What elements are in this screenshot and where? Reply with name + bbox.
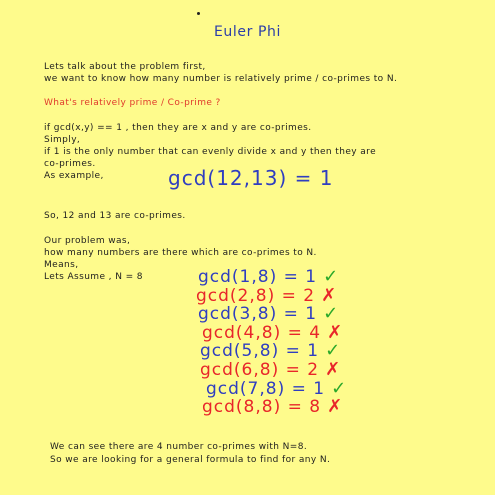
problem-line-1: Our problem was, — [44, 236, 131, 246]
example-gcd: gcd(12,13) = 1 — [168, 166, 334, 190]
problem-line-2: how many numbers are there which are co-primes to N. — [44, 248, 317, 258]
definition-line-2: Simply, — [44, 135, 81, 145]
gcd-expression: gcd(2,8) = 2 — [196, 285, 316, 306]
gcd-expression: gcd(8,8) = 8 — [202, 397, 322, 418]
gcd-row — [202, 396, 343, 417]
intro-line-2: we want to know how many number is relatively prime / co-primes to N. — [44, 74, 398, 84]
page-title: Euler Phi — [213, 24, 282, 40]
gcd-expression: gcd(4,8) = 4 — [202, 322, 322, 343]
definition-line-4: co-primes. — [44, 159, 96, 169]
summary-line-1: We can see there are 4 number co-primes with N=8. — [50, 442, 308, 452]
dot-mark — [197, 12, 200, 15]
cross-icon: ✗ — [325, 359, 342, 380]
assume-line: Lets Assume , N = 8 — [44, 272, 143, 282]
intro-line-1: Lets talk about the problem first, — [44, 62, 206, 72]
question-heading: What's relatively prime / Co-prime ? — [44, 98, 221, 108]
definition-line-3: if 1 is the only number that can evenly divide x and y then they are — [44, 147, 377, 157]
check-icon: ✓ — [325, 340, 342, 362]
gcd-expression: gcd(7,8) = 1 — [206, 378, 326, 399]
cross-icon: ✗ — [321, 284, 338, 306]
example-label: As example, — [44, 171, 104, 181]
gcd-expression: gcd(6,8) = 2 — [200, 360, 320, 380]
gcd-expression: gcd(3,8) = 1 — [198, 304, 318, 325]
check-icon: ✓ — [323, 266, 340, 287]
check-icon: ✓ — [323, 303, 340, 325]
cross-icon: ✗ — [327, 321, 344, 343]
cross-icon: ✗ — [327, 396, 344, 418]
check-icon: ✓ — [331, 377, 348, 399]
gcd-expression: gcd(1,8) = 1 — [198, 267, 318, 287]
gcd-expression: gcd(5,8) = 1 — [200, 341, 320, 362]
definition-line-1: if gcd(x,y) == 1 , then they are x and y are co-primes. — [44, 123, 312, 133]
summary-line-2: So we are looking for a general formula to find for any N. — [50, 455, 331, 465]
conclusion-line: So, 12 and 13 are co-primes. — [44, 211, 186, 221]
problem-line-3: Means, — [44, 260, 79, 270]
